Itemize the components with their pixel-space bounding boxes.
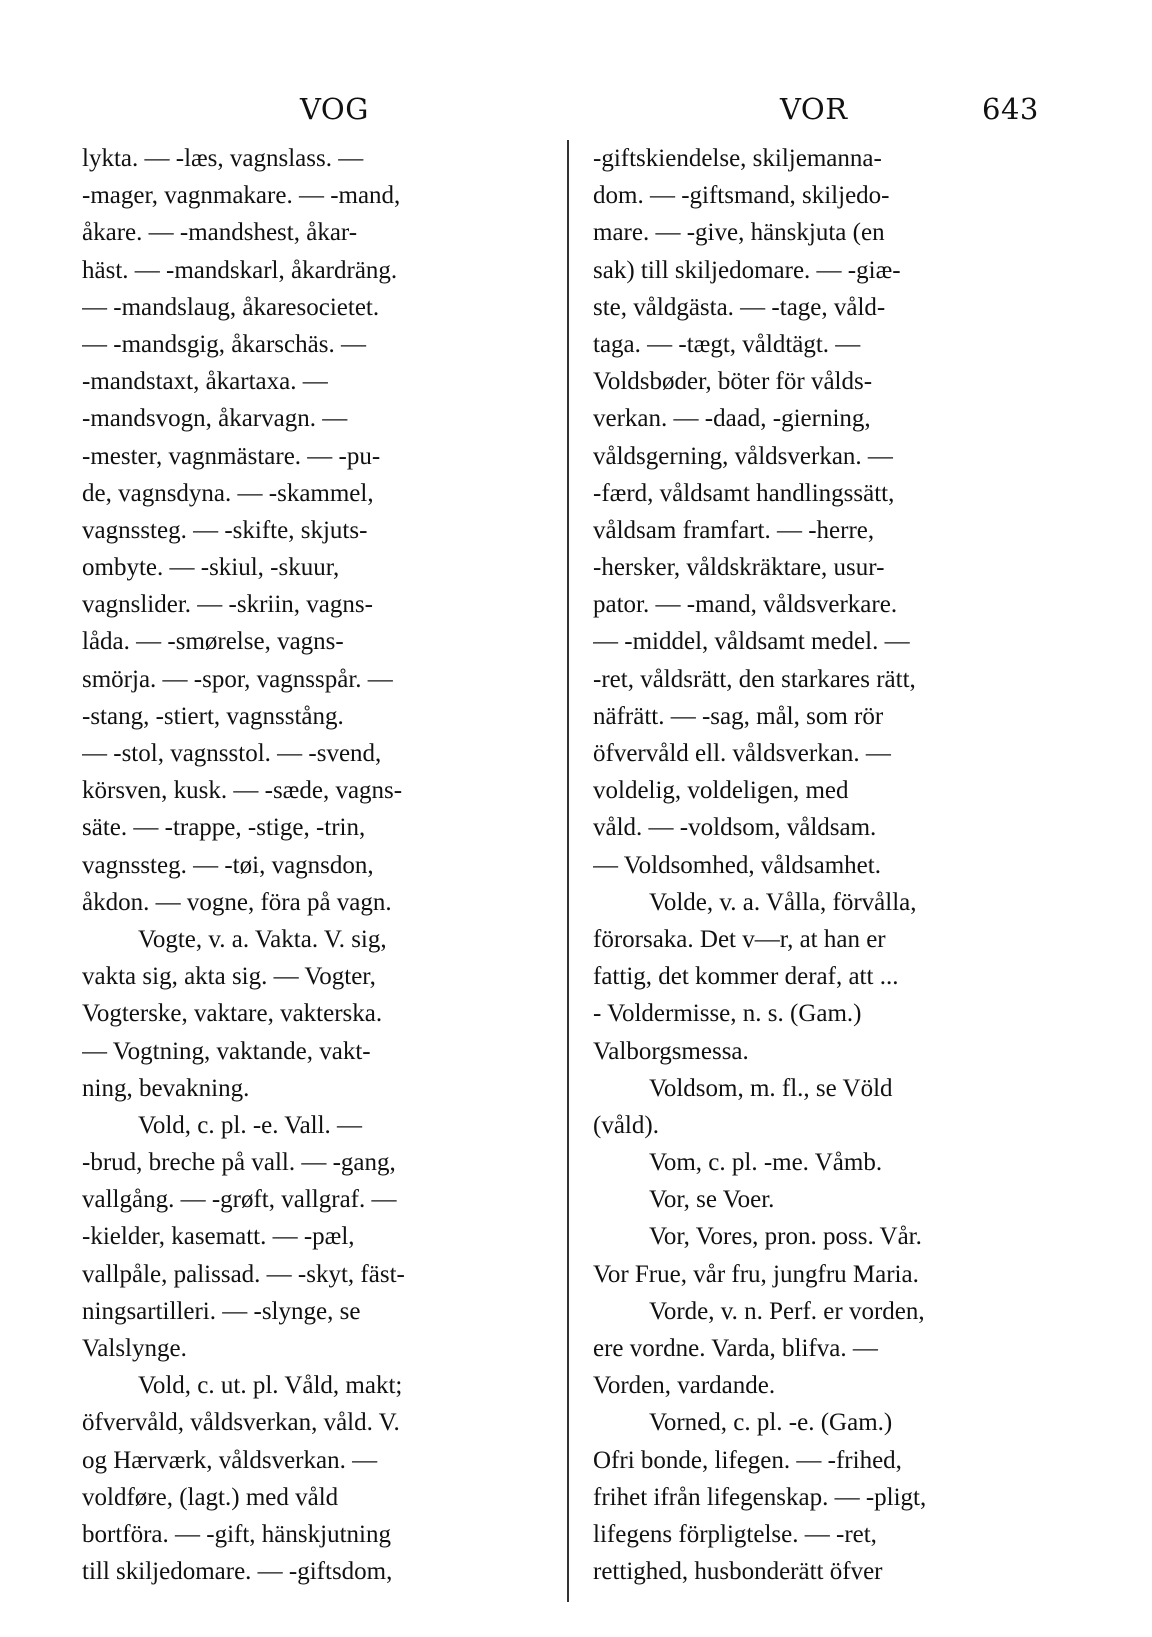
text-line: -mandstaxt, åkartaxa. — [82,368,328,396]
right-column [593,140,1063,1590]
text-line: vallgång. — -grøft, vallgraf. — [82,1186,397,1214]
text-line: vagnssteg. — -tøi, vagnsdon, [82,851,374,879]
text-line: taga. — -tægt, våldtägt. — [593,330,861,358]
text-line: mare. — -give, hänskjuta (en [593,219,885,247]
text-line: vakta sig, akta sig. — Vogter, [82,963,376,991]
text-line: -mager, vagnmakare. — -mand, [82,182,401,210]
text-line: säte. — -trappe, -stige, -trin, [82,814,366,842]
text-line: — Voldsomhed, våldsamhet. [593,851,881,879]
text-line: frihet ifrån lifegenskap. — -pligt, [593,1483,927,1511]
text-line: Voldsom, m. fl., se Völd [649,1074,893,1102]
text-line: Vom, c. pl. -me. Våmb. [649,1149,883,1177]
text-line: — Vogtning, vaktande, vakt- [82,1037,371,1065]
text-line: Voldsbøder, böter för vålds- [593,368,873,396]
text-line: -mandsvogn, åkarvagn. — [82,405,348,433]
text-line: de, vagnsdyna. — -skammel, [82,479,374,507]
text-line: öfvervåld, våldsverkan, våld. V. [82,1409,400,1437]
text-line: våldsam framfart. — -herre, [593,516,875,544]
text-line: Vorde, v. n. Perf. er vorden, [649,1297,925,1325]
text-line: lifegens förpligtelse. — -ret, [593,1520,877,1548]
text-line: — -mandsgig, åkarschäs. — [82,330,366,358]
text-line: åkare. — -mandshest, åkar- [82,219,358,247]
text-line: vagnslider. — -skriin, vagns- [82,591,373,619]
text-line: Vorned, c. pl. -e. (Gam.) [649,1409,893,1437]
running-head-right: VOR [780,92,848,126]
text-line: sak) till skiljedomare. — -giæ- [593,256,901,284]
text-line: Ofri bonde, lifegen. — -frihed, [593,1446,902,1474]
text-line: smörja. — -spor, vagnsspår. — [82,665,393,693]
text-line: bortföra. — -gift, hänskjutning [82,1520,391,1548]
text-line: ere vordne. Varda, blifva. — [593,1335,878,1362]
text-line: -kielder, kasematt. — -pæl, [82,1223,355,1251]
text-line: förorsaka. Det v—r, at han er [593,925,886,953]
text-line: Vogte, v. a. Vakta. V. sig, [138,925,387,953]
text-line: dom. — -giftsmand, skiljedo- [593,182,890,210]
text-line: vagnssteg. — -skifte, skjuts- [82,516,368,544]
text-line: voldføre, (lagt.) med våld [82,1483,339,1511]
text-line: — -mandslaug, åkaresocietet. [82,293,380,321]
text-line: -hersker, våldskräktare, usur- [593,554,885,582]
text-line: Vogterske, vaktare, vakterska. [82,1000,383,1028]
text-line: häst. — -mandskarl, åkardräng. [82,256,398,284]
text-line: — -stol, vagnsstol. — -svend, [82,740,382,767]
text-line: Vold, c. ut. pl. Våld, makt; [138,1372,403,1400]
text-line: Vold, c. pl. -e. Vall. — [138,1111,363,1139]
text-line: -færd, våldsamt handlingssätt, [593,479,895,507]
text-line: ste, våldgästa. — -tage, våld- [593,293,886,321]
text-line: Volde, v. a. Vålla, förvålla, [649,888,917,916]
running-head-left: VOG [300,92,369,126]
text-line: -stang, -stiert, vagnsstång. [82,702,344,730]
text-line: Valslynge. [82,1335,187,1362]
text-line: Vorden, vardande. [593,1372,776,1400]
text-line: verkan. — -daad, -gierning, [593,405,871,433]
text-line: vallpåle, palissad. — -skyt, fäst- [82,1260,405,1288]
text-line: voldelig, voldeligen, med [593,777,849,805]
text-line: - Voldermisse, n. s. (Gam.) [593,1000,862,1028]
text-line: Vor, Vores, pron. poss. Vår. [649,1223,922,1251]
text-line: -ret, våldsrätt, den starkares rätt, [593,665,916,693]
text-line: ningsartilleri. — -slynge, se [82,1297,361,1325]
column-divider [567,140,569,1602]
text-line: våldsgerning, våldsverkan. — [593,442,893,470]
text-line: pator. — -mand, våldsverkare. [593,591,898,619]
text-line: Vor, se Voer. [649,1186,775,1214]
text-line: rettighed, husbonderätt öfver [593,1558,883,1586]
text-line: körsven, kusk. — -sæde, vagns- [82,777,403,805]
text-line: åkdon. — vogne, föra på vagn. [82,888,392,916]
text-line: näfrätt. — -sag, mål, som rör [593,702,884,730]
text-line: öfvervåld ell. våldsverkan. — [593,740,891,767]
text-line: (våld). [593,1111,659,1139]
text-line: låda. — -smørelse, vagns- [82,628,344,656]
text-line: fattig, det kommer deraf, att ... [593,963,899,991]
page-number: 643 [982,92,1039,126]
text-line: till skiljedomare. — -giftsdom, [82,1558,393,1586]
left-column [82,140,552,1590]
text-line: -mester, vagnmästare. — -pu- [82,442,381,470]
text-line: -giftskiendelse, skiljemanna- [593,145,882,172]
text-line: — -middel, våldsamt medel. — [593,628,910,656]
text-line: våld. — -voldsom, våldsam. [593,814,877,842]
text-line: og Hærværk, våldsverkan. — [82,1446,378,1474]
text-line: lykta. — -læs, vagnslass. — [82,145,364,172]
text-line: Vor Frue, vår fru, jungfru Maria. [593,1260,919,1288]
text-line: Valborgsmessa. [593,1037,749,1065]
text-line: ning, bevakning. [82,1074,250,1102]
text-line: ombyte. — -skiul, -skuur, [82,554,340,582]
text-line: -brud, breche på vall. — -gang, [82,1149,396,1177]
